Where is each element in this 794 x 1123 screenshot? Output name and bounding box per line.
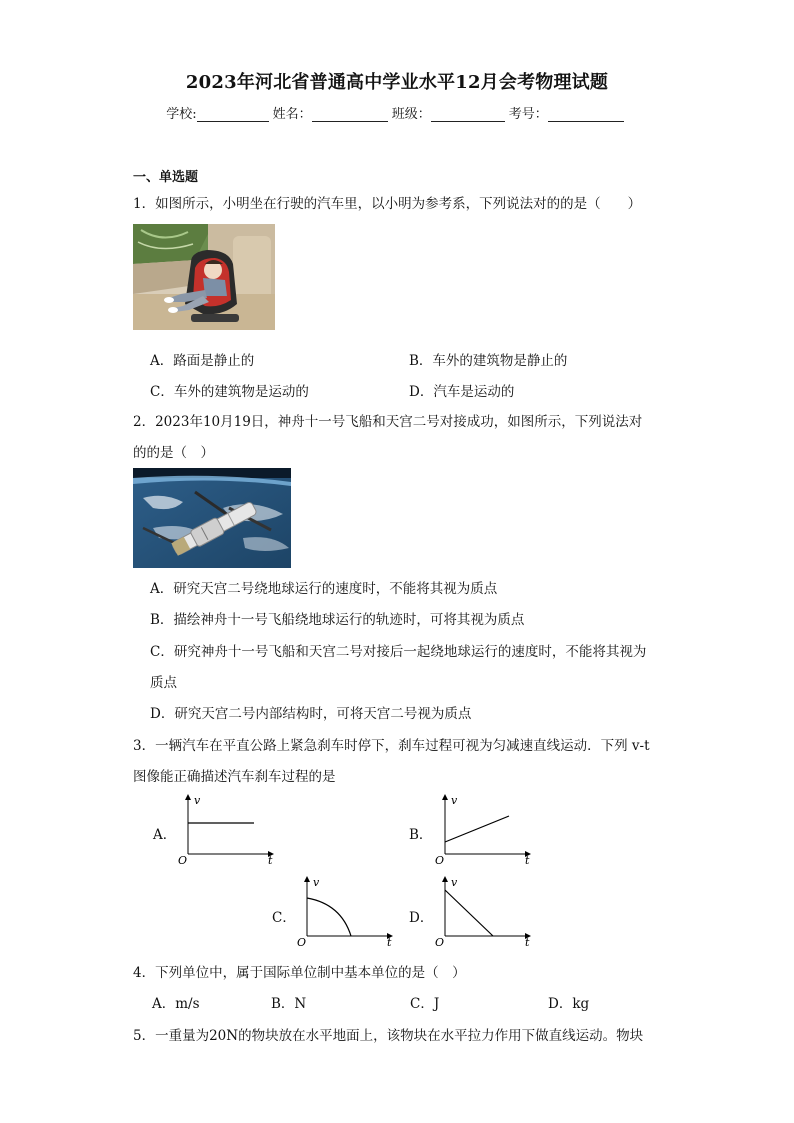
class-label: 班级： [391, 107, 431, 122]
q1-option-c[interactable]: C．车外的建筑物是运动的 [150, 384, 309, 400]
axis-t-label: t [268, 854, 273, 866]
q2-option-d[interactable]: D．研究天宫二号内部结构时，可将天宫二号视为质点 [150, 706, 472, 722]
number-blank[interactable] [548, 107, 624, 122]
q3-option-a-label[interactable]: A． [153, 827, 177, 843]
q3-option-b-label[interactable]: B． [409, 827, 433, 843]
axis-t-label: t [525, 854, 530, 866]
origin-label: O [435, 854, 445, 866]
q1-option-b[interactable]: B．车外的建筑物是静止的 [409, 353, 568, 369]
q3-graph-c[interactable] [293, 874, 397, 952]
q4-option-d[interactable]: D．kg [548, 996, 590, 1012]
q4-stem: 4．下列单位中，属于国际单位制中基本单位的是（ ） [133, 965, 466, 981]
axis-v-label: v [313, 876, 320, 889]
axis-v-label: v [451, 876, 458, 889]
school-blank[interactable] [197, 107, 269, 122]
axis-t-label: t [387, 936, 392, 948]
origin-label: O [297, 936, 307, 948]
q3-graph-b[interactable] [431, 792, 535, 870]
q4-option-a[interactable]: A．m/s [152, 996, 200, 1012]
q2-option-c-line1[interactable]: C．研究神舟十一号飞船和天宫二号对接后一起绕地球运行的速度时，不能将其视为 [150, 644, 647, 660]
q1-stem: 1．如图所示，小明坐在行驶的汽车里，以小明为参考系，下列说法对的的是（ ） [133, 196, 642, 212]
q4-option-c[interactable]: C．J [410, 996, 440, 1012]
student-info-row [0, 103, 794, 122]
axis-v-label: v [194, 794, 201, 807]
q3-graph-d[interactable] [431, 874, 535, 952]
origin-label: O [435, 936, 445, 948]
q5-stem: 5．一重量为20N的物块放在水平地面上，该物块在水平拉力作用下做直线运动。物块 [133, 1028, 644, 1044]
q1-option-d[interactable]: D．汽车是运动的 [409, 384, 515, 400]
q3-stem-line1: 3．一辆汽车在平直公路上紧急刹车时停下，刹车过程可视为匀减速直线运动．下列 v-t [133, 738, 650, 754]
q2-space-station-image [133, 468, 291, 568]
origin-label: O [178, 854, 188, 866]
q4-option-b[interactable]: B．N [271, 996, 307, 1012]
class-blank[interactable] [431, 107, 505, 122]
q3-option-d-label[interactable]: D． [409, 910, 434, 926]
q1-car-seat-image [133, 224, 275, 330]
name-blank[interactable] [312, 107, 388, 122]
q2-option-a[interactable]: A．研究天宫二号绕地球运行的速度时，不能将其视为质点 [150, 581, 498, 597]
axis-t-label: t [525, 936, 530, 948]
q2-stem-line1: 2．2023年10月19日，神舟十一号飞船和天宫二号对接成功，如图所示，下列说法对 [133, 414, 643, 430]
q2-option-c-line2: 质点 [150, 675, 177, 691]
name-label: 姓名： [272, 107, 312, 122]
q1-option-a[interactable]: A．路面是静止的 [150, 353, 255, 369]
section-title: 一、单选题 [133, 170, 199, 185]
number-label: 考号： [508, 107, 548, 122]
q3-stem-line2: 图像能正确描述汽车刹车过程的是 [133, 769, 336, 785]
q2-stem-line2: 的的是（ ） [133, 445, 214, 461]
axis-v-label: v [451, 794, 458, 807]
school-label: 学校: [166, 107, 197, 122]
page-title: 2023年河北省普通高中学业水平12月会考物理试题 [185, 72, 609, 93]
q2-option-b[interactable]: B．描绘神舟十一号飞船绕地球运行的轨迹时，可将其视为质点 [150, 612, 525, 628]
q3-option-c-label[interactable]: C． [272, 910, 296, 926]
q3-graph-a[interactable] [174, 792, 278, 870]
